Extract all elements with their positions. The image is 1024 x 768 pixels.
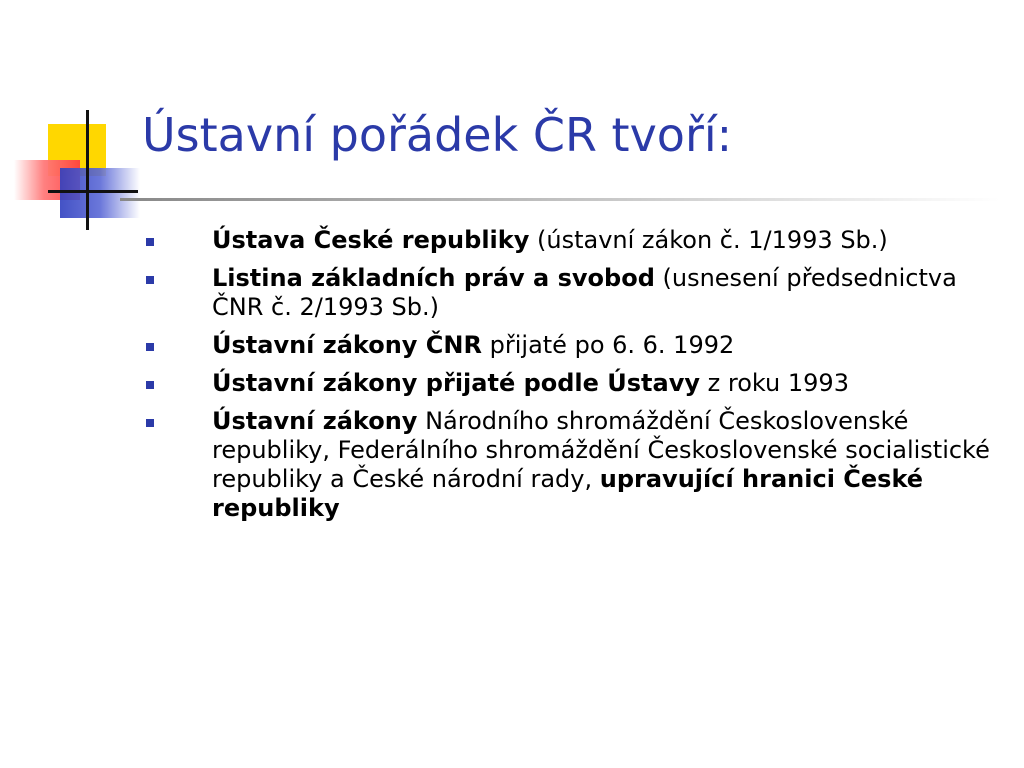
slide-title: Ústavní pořádek ČR tvoří: [142,108,733,162]
bullet-marker-icon [146,343,154,351]
bullet-marker-icon [146,381,154,389]
bullet-list [142,226,1012,532]
colored-squares-crosshair-icon [0,0,150,240]
bullet-item [142,369,1012,398]
bullet-text: přijaté po 6. 6. 1992 [482,331,735,359]
bullet-marker-icon [146,419,154,427]
bullet-bold-text: Ústavní zákony [212,407,418,435]
bullet-marker-icon [146,276,154,284]
horizontal-line-decoration [48,190,138,193]
bullet-text: (ústavní zákon č. 1/1993 Sb.) [529,226,888,254]
bullet-item [142,226,1012,255]
blue-square-decoration [60,168,140,218]
bullet-item [142,331,1012,360]
vertical-line-decoration [86,110,89,230]
bullet-text: Národního shromáždění Československé republiky, Federálního shromáždění Československé socialistické republiky a České národní rady, [212,407,990,493]
bullet-bold-text: Ústavní zákony ČNR [212,331,482,359]
bullet-bold-text: Ústavní zákony přijaté podle Ústavy [212,369,701,397]
bullet-item [142,264,1012,322]
bullet-marker-icon [146,238,154,246]
bullet-text: (usnesení předsednictva ČNR č. 2/1993 Sb.) [212,264,957,321]
bullet-item [142,407,1012,523]
bullet-text: z roku 1993 [700,369,849,397]
bullet-bold-text: Listina základních práv a svobod [212,264,655,292]
bullet-bold-text: Ústava České republiky [212,226,530,254]
title-underline [120,198,1000,201]
bullet-bold-end-text: upravující hranici České republiky [212,465,924,522]
